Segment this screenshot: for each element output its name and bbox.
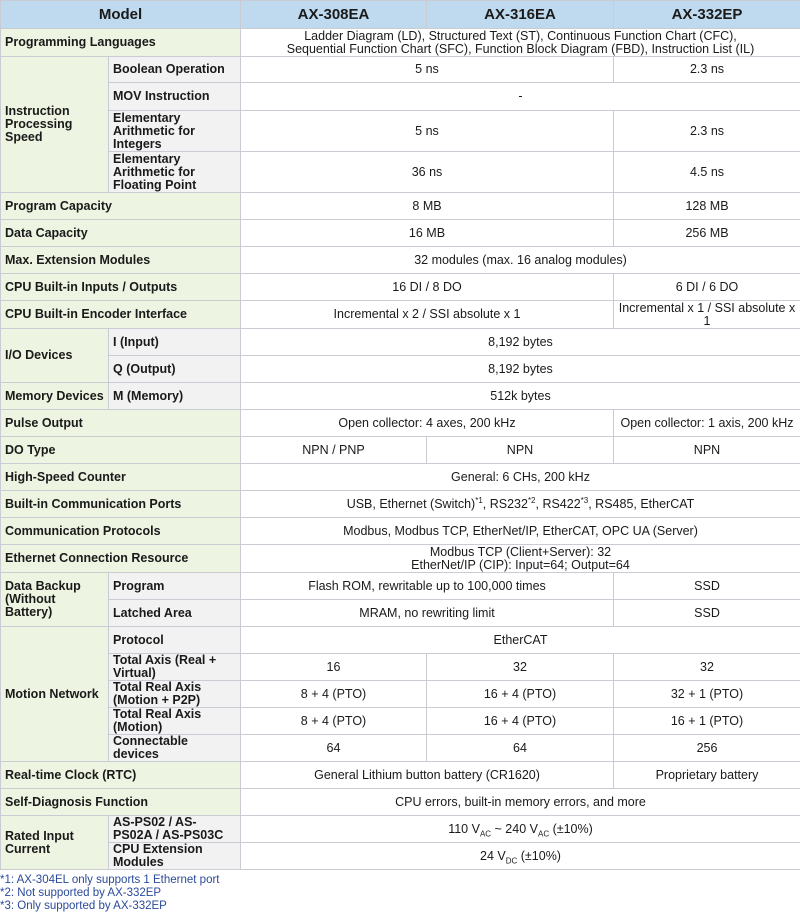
label-cpu-builtin-io: CPU Built-in Inputs / Outputs (1, 274, 241, 301)
label-communication-protocols: Communication Protocols (1, 518, 241, 545)
value-cpu-builtin-io-332: 6 DI / 6 DO (614, 274, 800, 301)
label-latched-area: Latched Area (109, 600, 241, 627)
value-do-type-332: NPN (614, 437, 800, 464)
row-program-capacity (1, 193, 800, 220)
value-arithmetic-integers-308-316: 5 ns (241, 111, 614, 152)
row-encoder-interface (1, 301, 800, 329)
value-do-type-308: NPN / PNP (241, 437, 427, 464)
footnote-1: *1: AX-304EL only supports 1 Ethernet port (0, 874, 220, 886)
row-boolean-operation (1, 57, 800, 83)
value-motion-protocol: EtherCAT (241, 627, 800, 654)
value-total-axis-308: 16 (241, 654, 427, 681)
ps-voltage-low: 110 V (448, 821, 480, 836)
value-output: 8,192 bytes (241, 356, 800, 383)
value-total-real-axis-p2p-308: 8 + 4 (PTO) (241, 681, 427, 708)
value-encoder-interface-308-316: Incremental x 2 / SSI absolute x 1 (241, 301, 614, 329)
value-arithmetic-integers-332: 2.3 ns (614, 111, 800, 152)
label-arithmetic-float: Elementary Arithmetic for Floating Point (109, 152, 241, 193)
row-io-devices-input (1, 329, 800, 356)
row-rated-ps (1, 816, 800, 843)
label-memory: M (Memory) (109, 383, 241, 410)
value-total-real-axis-p2p-316: 16 + 4 (PTO) (427, 681, 614, 708)
value-boolean-operation-308-316: 5 ns (241, 57, 614, 83)
row-connectable-devices (1, 735, 800, 762)
value-mov-instruction: - (241, 83, 800, 111)
row-communication-protocols (1, 518, 800, 545)
row-cpu-builtin-io (1, 274, 800, 301)
cpu-voltage: 24 V (480, 848, 506, 863)
label-encoder-interface: CPU Built-in Encoder Interface (1, 301, 241, 329)
value-backup-program-308-316: Flash ROM, rewritable up to 100,000 times (241, 573, 614, 600)
label-programming-languages: Programming Languages (1, 29, 241, 57)
value-connectable-devices-316: 64 (427, 735, 614, 762)
label-cpu-extension-modules: CPU Extension Modules (109, 843, 241, 870)
row-io-devices-output (1, 356, 800, 383)
ps-ac-sub-2: AC (537, 829, 550, 838)
value-programming-languages (241, 29, 800, 57)
value-encoder-interface-332: Incremental x 1 / SSI absolute x 1 (614, 301, 800, 329)
row-rated-cpu (1, 843, 800, 870)
row-arithmetic-float (1, 152, 800, 193)
label-backup-program: Program (109, 573, 241, 600)
footnote-3: *3: Only supported by AX-332EP (0, 900, 167, 912)
value-max-extension-modules: 32 modules (max. 16 analog modules) (241, 247, 800, 274)
ethernet-resource-line-2: EtherNet/IP (CIP): Input=64; Output=64 (411, 557, 630, 572)
value-total-real-axis-p2p-332: 32 + 1 (PTO) (614, 681, 800, 708)
row-rtc (1, 762, 800, 789)
label-input: I (Input) (109, 329, 241, 356)
label-memory-devices: Memory Devices (1, 383, 109, 410)
header-row (1, 1, 800, 29)
row-memory-devices (1, 383, 800, 410)
value-power-supply-range (241, 816, 800, 843)
ps-voltage-high: ~ 240 V (491, 821, 538, 836)
value-high-speed-counter: General: 6 CHs, 200 kHz (241, 464, 800, 491)
label-arithmetic-integers: Elementary Arithmetic for Integers (109, 111, 241, 152)
label-power-supply-models: AS-PS02 / AS-PS02A / AS-PS03C (109, 816, 241, 843)
label-data-capacity: Data Capacity (1, 220, 241, 247)
value-connectable-devices-308: 64 (241, 735, 427, 762)
value-pulse-output-332: Open collector: 1 axis, 200 kHz (614, 410, 800, 437)
value-total-real-axis-motion-332: 16 + 1 (PTO) (614, 708, 800, 735)
label-data-backup: Data Backup (Without Battery) (1, 573, 109, 627)
row-max-extension-modules (1, 247, 800, 274)
header-ax-316ea: AX-316EA (427, 1, 614, 29)
footnote-ref-3: *3 (580, 495, 589, 505)
label-motion-network: Motion Network (1, 627, 109, 762)
label-do-type: DO Type (1, 437, 241, 464)
value-cpu-voltage (241, 843, 800, 870)
row-ethernet-resource (1, 545, 800, 573)
value-communication-ports (241, 491, 800, 518)
ps-ac-sub-1: AC (479, 829, 492, 838)
value-latched-area-308-316: MRAM, no rewriting limit (241, 600, 614, 627)
row-backup-program (1, 573, 800, 600)
row-motion-protocol (1, 627, 800, 654)
programming-languages-line-2: Sequential Function Chart (SFC), Function Block Diagram (FBD), Instruction List (IL) (286, 41, 755, 56)
row-data-capacity (1, 220, 800, 247)
ports-part-4: , RS485, EtherCAT (588, 496, 695, 511)
ps-tolerance: (±10%) (549, 821, 593, 836)
label-boolean-operation: Boolean Operation (109, 57, 241, 83)
label-total-real-axis-motion: Total Real Axis (Motion) (109, 708, 241, 735)
footnote-ref-2: *2 (527, 495, 536, 505)
row-high-speed-counter (1, 464, 800, 491)
ports-part-3: , RS422 (535, 496, 581, 511)
row-communication-ports (1, 491, 800, 518)
row-self-diagnosis (1, 789, 800, 816)
footnote-2: *2: Not supported by AX-332EP (0, 887, 162, 899)
value-backup-program-332: SSD (614, 573, 800, 600)
label-mov-instruction: MOV Instruction (109, 83, 241, 111)
row-total-axis (1, 654, 800, 681)
footnote-ref-1: *1 (475, 495, 483, 505)
value-total-real-axis-motion-316: 16 + 4 (PTO) (427, 708, 614, 735)
value-program-capacity-332: 128 MB (614, 193, 800, 220)
value-connectable-devices-332: 256 (614, 735, 800, 762)
value-ethernet-resource (241, 545, 800, 573)
ports-part-2: , RS232 (482, 496, 528, 511)
header-model: Model (1, 1, 241, 29)
value-pulse-output-308-316: Open collector: 4 axes, 200 kHz (241, 410, 614, 437)
label-self-diagnosis: Self-Diagnosis Function (1, 789, 241, 816)
label-total-real-axis-p2p: Total Real Axis (Motion + P2P) (109, 681, 241, 708)
label-communication-ports: Built-in Communication Ports (1, 491, 241, 518)
value-communication-protocols: Modbus, Modbus TCP, EtherNet/IP, EtherCAT, OPC UA (Server) (241, 518, 800, 545)
cpu-tolerance: (±10%) (517, 848, 561, 863)
value-total-real-axis-motion-308: 8 + 4 (PTO) (241, 708, 427, 735)
value-self-diagnosis: CPU errors, built-in memory errors, and more (241, 789, 800, 816)
value-latched-area-332: SSD (614, 600, 800, 627)
cpu-dc-sub: DC (505, 856, 518, 865)
label-rated-input-current: Rated Input Current (1, 816, 109, 870)
label-total-axis: Total Axis (Real + Virtual) (109, 654, 241, 681)
value-total-axis-332: 32 (614, 654, 800, 681)
value-rtc-332: Proprietary battery (614, 762, 800, 789)
value-cpu-builtin-io-308-316: 16 DI / 8 DO (241, 274, 614, 301)
value-input: 8,192 bytes (241, 329, 800, 356)
label-connectable-devices: Connectable devices (109, 735, 241, 762)
row-total-real-axis-motion (1, 708, 800, 735)
value-boolean-operation-332: 2.3 ns (614, 57, 800, 83)
label-max-extension-modules: Max. Extension Modules (1, 247, 241, 274)
row-programming-languages (1, 29, 800, 57)
label-instruction-processing-speed: Instruction Processing Speed (1, 57, 109, 193)
label-ethernet-resource: Ethernet Connection Resource (1, 545, 241, 573)
value-data-capacity-308-316: 16 MB (241, 220, 614, 247)
footnotes (0, 870, 800, 913)
label-rtc: Real-time Clock (RTC) (1, 762, 241, 789)
ports-part-1: USB, Ethernet (Switch) (346, 496, 476, 511)
row-backup-latched (1, 600, 800, 627)
header-ax-332ep: AX-332EP (614, 1, 800, 29)
value-total-axis-316: 32 (427, 654, 614, 681)
label-output: Q (Output) (109, 356, 241, 383)
row-pulse-output (1, 410, 800, 437)
value-memory: 512k bytes (241, 383, 800, 410)
value-data-capacity-332: 256 MB (614, 220, 800, 247)
value-arithmetic-float-308-316: 36 ns (241, 152, 614, 193)
label-pulse-output: Pulse Output (1, 410, 241, 437)
value-program-capacity-308-316: 8 MB (241, 193, 614, 220)
label-motion-protocol: Protocol (109, 627, 241, 654)
row-mov-instruction (1, 83, 800, 111)
row-arithmetic-integers (1, 111, 800, 152)
ethernet-resource-line-1: Modbus TCP (Client+Server): 32 (429, 544, 612, 559)
row-total-real-axis-p2p (1, 681, 800, 708)
label-program-capacity: Program Capacity (1, 193, 241, 220)
programming-languages-line-1: Ladder Diagram (LD), Structured Text (ST), Continuous Function Chart (CFC), (304, 28, 737, 43)
row-do-type (1, 437, 800, 464)
value-arithmetic-float-332: 4.5 ns (614, 152, 800, 193)
label-high-speed-counter: High-Speed Counter (1, 464, 241, 491)
value-rtc-308-316: General Lithium button battery (CR1620) (241, 762, 614, 789)
value-do-type-316: NPN (427, 437, 614, 464)
label-io-devices: I/O Devices (1, 329, 109, 383)
header-ax-308ea: AX-308EA (241, 1, 427, 29)
